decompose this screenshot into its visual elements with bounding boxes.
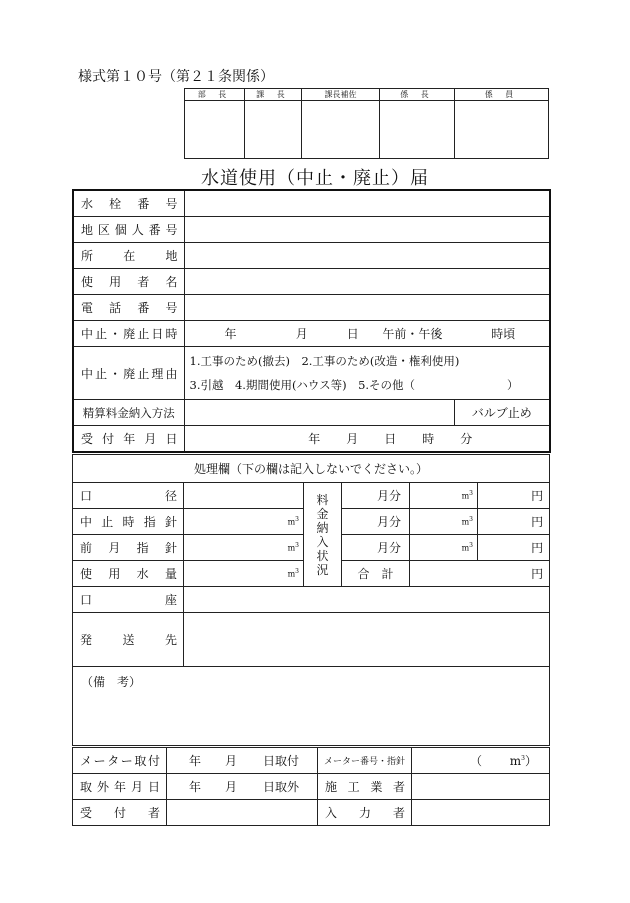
fee-volume-3-unit: m xyxy=(461,543,470,553)
label-user-name: 使 用 者 名 xyxy=(73,269,184,295)
approval-header-bucho: 部 長 xyxy=(185,89,245,101)
fee-amount-3[interactable]: 円 xyxy=(478,535,550,561)
approval-header-kakariin: 係 員 xyxy=(455,89,549,101)
label-input-by: 入 力 者 xyxy=(318,800,412,826)
stop-date-month: 月 xyxy=(295,327,308,341)
fee-status-char-1: 料 xyxy=(316,492,329,507)
approval-stamp-kakariin[interactable] xyxy=(455,101,549,159)
label-received-date: 受付年月日 xyxy=(73,426,184,453)
approval-header-kacho-hosa: 課長補佐 xyxy=(302,89,380,101)
stop-date-day: 日 xyxy=(346,327,359,341)
label-settlement: 精算料金納入方法 xyxy=(73,400,184,426)
label-receiver: 受 付 者 xyxy=(73,800,167,826)
label-prev-meter: 前 月 指 針 xyxy=(73,535,184,561)
label-phone: 電 話 番 号 xyxy=(73,295,184,321)
approval-header-kacho: 課 長 xyxy=(245,89,302,101)
prev-meter-unit: m xyxy=(287,543,296,553)
label-destination: 発 送 先 xyxy=(73,613,184,667)
meter-table xyxy=(72,747,550,826)
label-personal-number: 地区個人番号 xyxy=(73,217,184,243)
stop-reason-line1: 1.工事のため(撤去) 2.工事のため(改造・権利使用) xyxy=(189,354,460,368)
field-input-by[interactable] xyxy=(412,800,550,826)
meter-number-paren-close: ） xyxy=(524,754,537,768)
approval-header-kakaricho: 係 長 xyxy=(380,89,455,101)
meter-number-paren: （ m xyxy=(469,754,522,768)
field-received-date[interactable] xyxy=(184,426,550,453)
field-meter-attach-date[interactable] xyxy=(167,748,318,774)
fee-status-char-2: 金 xyxy=(316,506,329,521)
fee-status-char-5: 状 xyxy=(316,548,329,563)
label-caliber: 口 径 xyxy=(73,483,184,509)
processing-table xyxy=(72,454,550,746)
field-phone[interactable] xyxy=(184,295,550,321)
label-removal-date: 取外年月日 xyxy=(73,774,167,800)
fee-volume-2[interactable] xyxy=(410,509,478,535)
removal-month: 月 xyxy=(225,780,238,794)
fee-status-label xyxy=(304,483,342,587)
fee-month-3[interactable]: 月分 xyxy=(342,535,410,561)
label-account: 口 座 xyxy=(73,587,184,613)
fee-amount-1[interactable]: 円 xyxy=(478,483,550,509)
approval-stamp-bucho[interactable] xyxy=(185,101,245,159)
usage-unit-exp: 3 xyxy=(295,568,299,576)
field-stop-reason[interactable] xyxy=(184,347,550,400)
fee-volume-3[interactable] xyxy=(410,535,478,561)
stop-meter-unit: m xyxy=(287,517,296,527)
prev-meter-unit-exp: 3 xyxy=(295,542,299,550)
usage-unit: m xyxy=(287,569,296,579)
removal-year: 年 xyxy=(189,780,202,794)
label-usage: 使 用 水 量 xyxy=(73,561,184,587)
field-user-name[interactable] xyxy=(184,269,550,295)
field-removal-date[interactable] xyxy=(167,774,318,800)
meter-number-unit-exp: 3 xyxy=(521,755,525,762)
label-stop-date: 中止・廃止日時 xyxy=(73,321,184,347)
fee-status-char-6: 況 xyxy=(316,562,329,577)
label-location: 所 在 地 xyxy=(73,243,184,269)
stop-date-hour: 時頃 xyxy=(491,327,516,341)
field-receiver[interactable] xyxy=(167,800,318,826)
removal-day: 日取外 xyxy=(263,780,300,794)
fee-status-char-3: 納 xyxy=(316,520,329,535)
main-form-table xyxy=(72,189,551,453)
stop-reason-line2: 3.引越 4.期間使用(ハウス等) 5.その他（ ） xyxy=(189,378,519,392)
field-remarks[interactable] xyxy=(73,667,550,746)
stop-date-ampm: 午前・午後 xyxy=(382,327,443,341)
fee-volume-3-unit-exp: 3 xyxy=(469,542,473,550)
fee-volume-1-unit: m xyxy=(461,491,470,501)
field-stop-meter[interactable] xyxy=(184,509,304,535)
fee-amount-2[interactable]: 円 xyxy=(478,509,550,535)
field-caliber[interactable] xyxy=(184,483,304,509)
label-stop-meter: 中止時指針 xyxy=(73,509,184,535)
attach-month: 月 xyxy=(225,754,238,768)
label-faucet-number: 水 栓 番 号 xyxy=(73,190,184,217)
fee-volume-2-unit-exp: 3 xyxy=(469,516,473,524)
approval-stamp-kacho[interactable] xyxy=(245,101,302,159)
field-personal-number[interactable] xyxy=(184,217,550,243)
processing-header: 処理欄（下の欄は記入しないでください。） xyxy=(73,455,550,483)
received-hour: 時 xyxy=(422,432,435,446)
field-destination[interactable] xyxy=(184,613,550,667)
approval-stamp-table xyxy=(184,88,549,159)
fee-volume-1[interactable] xyxy=(410,483,478,509)
attach-day: 日取付 xyxy=(263,754,300,768)
received-year: 年 xyxy=(308,432,321,446)
received-minute: 分 xyxy=(460,432,473,446)
label-meter-attach: メーター取付 xyxy=(73,748,167,774)
field-stop-date[interactable] xyxy=(184,321,550,347)
fee-month-1[interactable]: 月分 xyxy=(342,483,410,509)
fee-volume-1-unit-exp: 3 xyxy=(469,490,473,498)
field-settlement[interactable] xyxy=(184,400,454,426)
remarks-label: （備 考） xyxy=(81,675,142,689)
field-faucet-number[interactable] xyxy=(184,190,550,217)
field-location[interactable] xyxy=(184,243,550,269)
field-prev-meter[interactable] xyxy=(184,535,304,561)
stop-meter-unit-exp: 3 xyxy=(295,516,299,524)
form-title: 水道使用（中止・廃止）届 xyxy=(201,168,429,189)
field-contractor[interactable] xyxy=(412,774,550,800)
field-total[interactable]: 円 xyxy=(410,561,550,587)
fee-status-char-4: 入 xyxy=(316,534,329,549)
fee-volume-2-unit: m xyxy=(461,517,470,527)
field-meter-number[interactable] xyxy=(412,748,550,774)
approval-stamp-kakaricho[interactable] xyxy=(380,101,455,159)
stop-date-year: 年 xyxy=(224,327,237,341)
label-meter-number: メーター番号・指針 xyxy=(318,748,412,774)
attach-year: 年 xyxy=(189,754,202,768)
field-usage[interactable] xyxy=(184,561,304,587)
fee-month-2[interactable]: 月分 xyxy=(342,509,410,535)
valve-stop[interactable]: バルブ止め xyxy=(454,400,550,426)
received-day: 日 xyxy=(384,432,397,446)
approval-stamp-kacho-hosa[interactable] xyxy=(302,101,380,159)
label-stop-reason: 中止・廃止理由 xyxy=(73,347,184,400)
label-contractor: 施 工 業 者 xyxy=(318,774,412,800)
received-month: 月 xyxy=(346,432,359,446)
label-total: 合 計 xyxy=(342,561,410,587)
form-number: 様式第１０号（第２１条関係） xyxy=(78,69,274,85)
field-account[interactable] xyxy=(184,587,550,613)
